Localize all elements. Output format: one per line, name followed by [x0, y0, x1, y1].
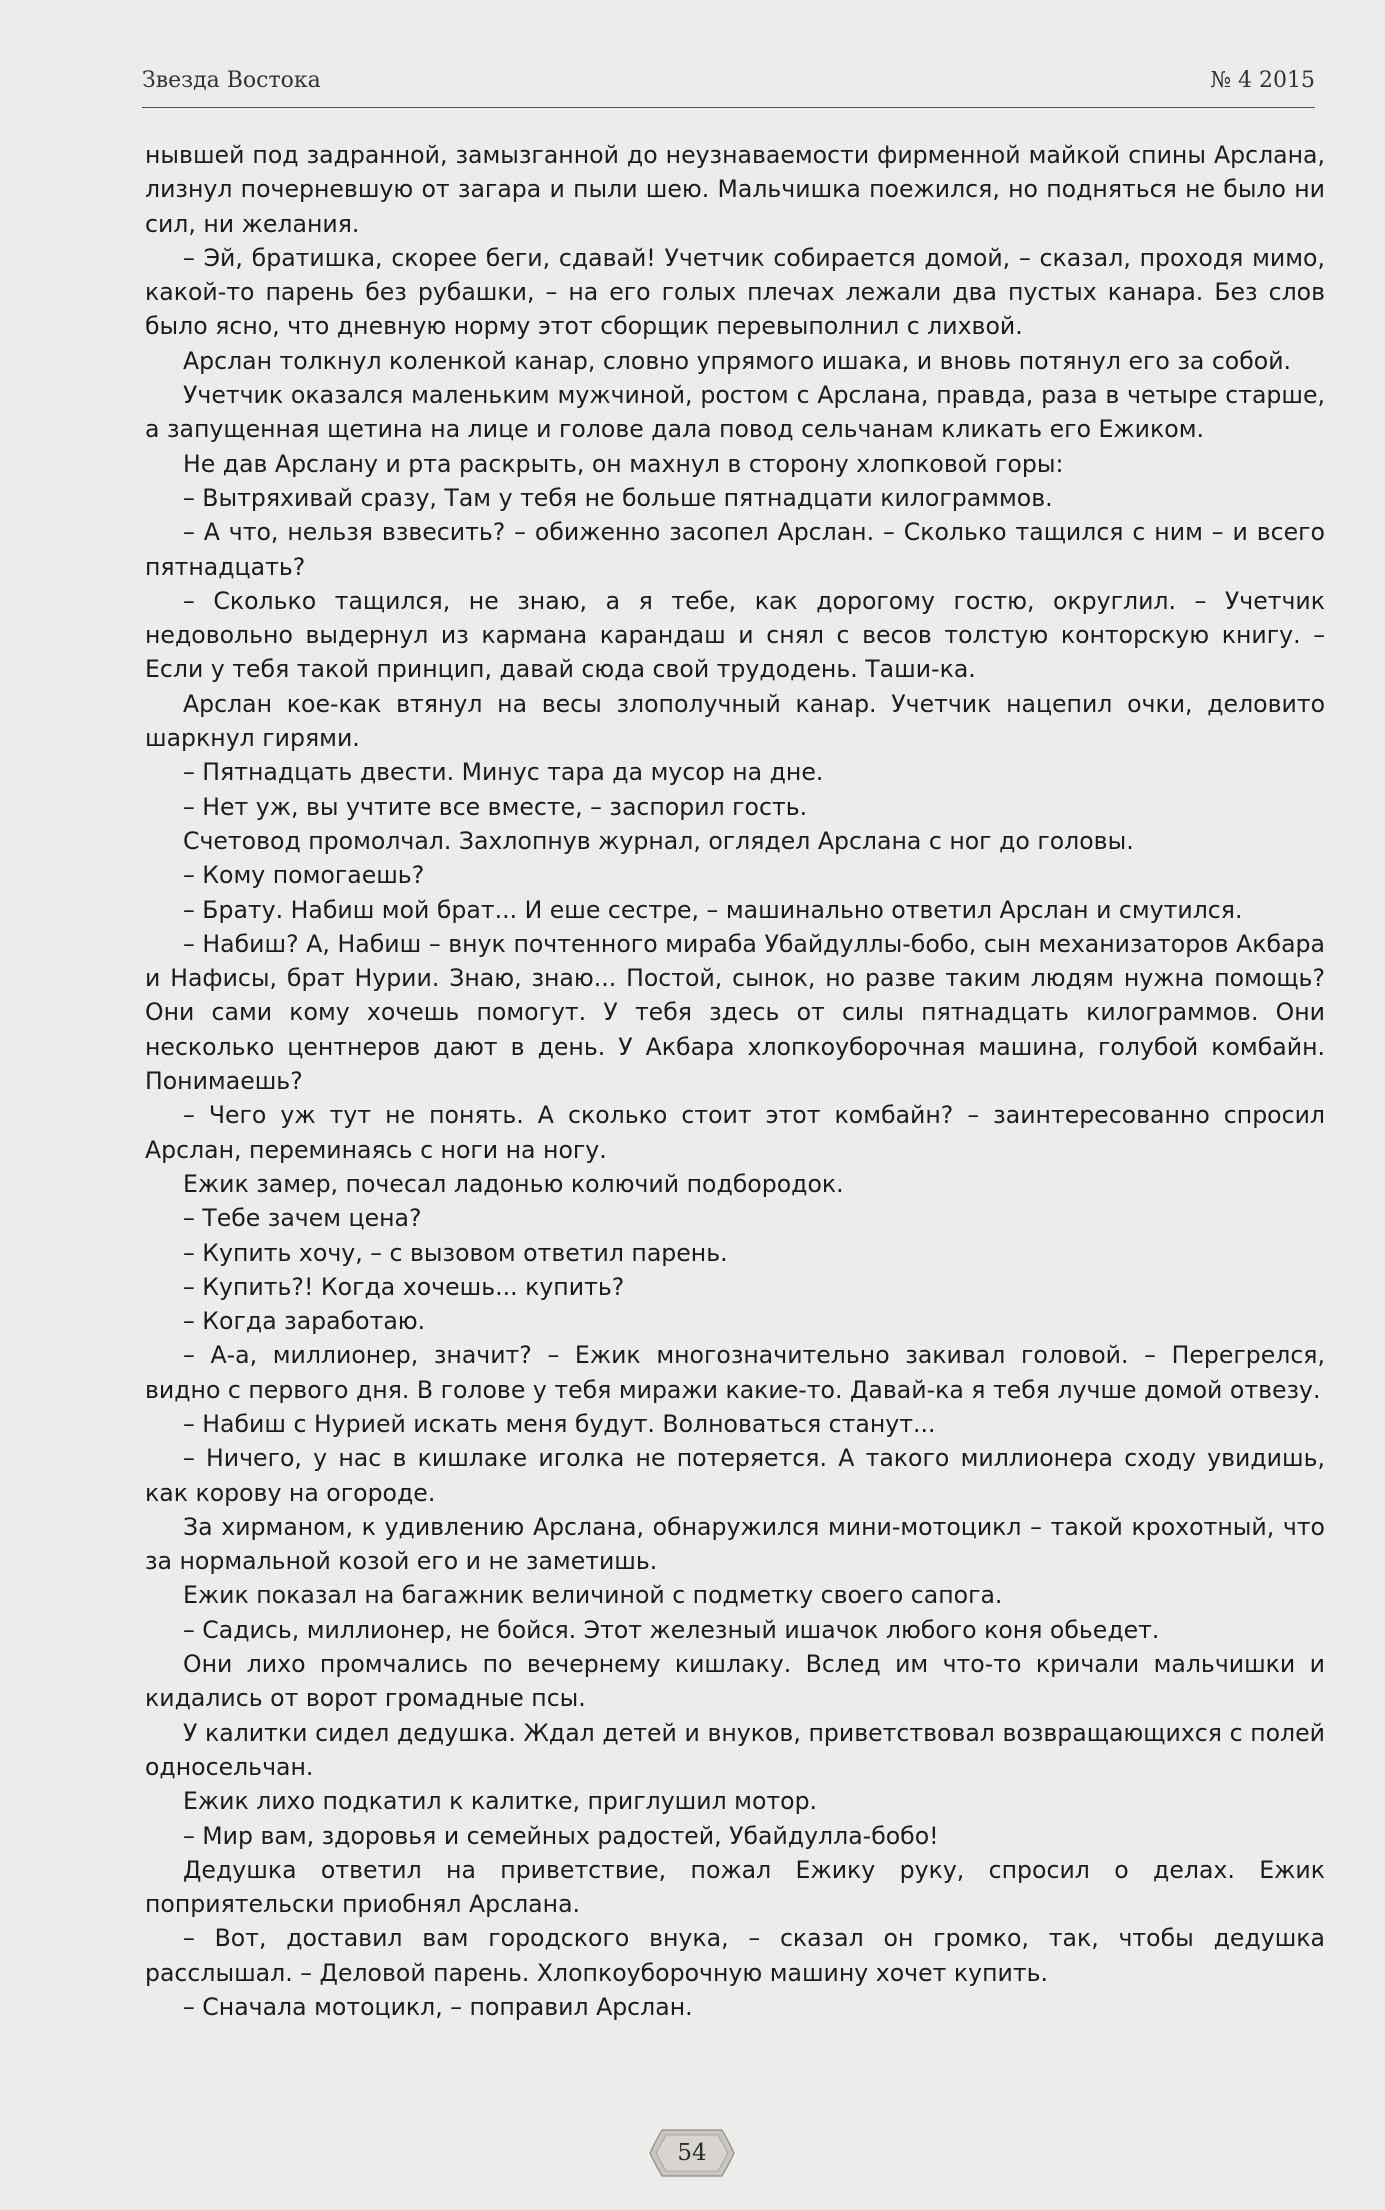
paragraph: – Садись, миллионер, не бойся. Этот железный ишачок любого коня обьедет.	[183, 1615, 1160, 1644]
paragraph: – Купить?! Когда хочешь... купить?	[183, 1272, 625, 1301]
paragraph: – Когда заработаю.	[183, 1307, 426, 1336]
paragraph: – Сколько тащился, не знаю, а я тебе, как дорогому гостю, округлил. – Учетчик недовольно выдернул из кармана карандаш и снял с весов толстую конторскую книгу. – Если у тебя такой принцип, давай сюда свой трудодень. Таши-ка.	[145, 586, 1325, 684]
paragraph: Ежик лихо подкатил к калитке, приглушил мотор.	[183, 1787, 818, 1816]
paragraph: Арслан толкнул коленкой канар, словно упрямого ишака, и вновь потянул его за собой.	[183, 346, 1292, 375]
paragraph: – Нет уж, вы учтите все вместе, – заспорил гость.	[183, 792, 808, 821]
page-number: 54	[677, 2140, 707, 2166]
paragraph: За хирманом, к удивлению Арслана, обнаружился мини-мотоцикл – такой крохотный, что за нормальной козой его и не заметишь.	[145, 1512, 1325, 1576]
paragraph: – А что, нельзя взвесить? – обиженно засопел Арслан. – Сколько тащился с ним – и всего пятнадцать?	[145, 518, 1325, 581]
paragraph: Дедушка ответил на приветствие, пожал Ежику руку, спросил о делах. Ежик поприятельски приобнял Арслана.	[145, 1855, 1325, 1919]
paragraph: – Сначала мотоцикл, – поправил Арслан.	[183, 1993, 693, 2022]
header-rule	[142, 107, 1315, 108]
paragraph: нывшей под задранной, замызганной до неузнаваемости фирменной майкой спины Арслана, лизнул почерневшую от загара и пыли шею. Мальчишка поежился, но подняться не было ни сил, ни желания.	[145, 141, 1325, 238]
paragraph: – Брату. Набиш мой брат... И еше сестре, – машинально ответил Арслан и смутился.	[183, 895, 1243, 924]
paragraph: – Купить хочу, – с вызовом ответил парень.	[183, 1238, 728, 1267]
paragraph: Ежик показал на багажник величиной с подметку своего сапога.	[183, 1581, 1003, 1610]
running-header	[142, 68, 1315, 93]
paragraph: Учетчик оказался маленьким мужчиной, ростом с Арслана, правда, раза в четыре старше, а запущенная щетина на лице и голове дала повод сельчанам кликать его Ежиком.	[145, 381, 1325, 444]
paragraph: – Вот, доставил вам городского внука, – сказал он громко, так, чтобы дедушка расслышал. – Деловой парень. Хлопкоуборочную машину хочет купить.	[145, 1924, 1325, 1987]
paragraph: – Набиш с Нурией искать меня будут. Волноваться станут...	[183, 1409, 936, 1438]
paragraph: Не дав Арслану и рта раскрыть, он махнул в сторону хлопковой горы:	[183, 449, 1064, 478]
paragraph: Они лихо промчались по вечернему кишлаку. Вслед им что-то кричали мальчишки и кидались от ворот громадные псы.	[145, 1650, 1325, 1713]
journal-title: Звезда Востока	[142, 68, 321, 93]
paragraph: – Набиш? А, Набиш – внук почтенного мираба Убайдуллы-бобо, сын механизаторов Акбара и Нафисы, брат Нурии. Знаю, знаю... Постой, сынок, но разве таким людям нужна помощь? Они сами кому хочешь помогут. У тебя здесь от силы пятнадцать килограммов. Они несколько центнеров дают в день. У Акбара хлопкоуборочная машина, голубой комбайн. Понимаешь?	[145, 929, 1325, 1096]
paragraph: – Пятнадцать двести. Минус тара да мусор на дне.	[183, 758, 824, 787]
paragraph: – А-а, миллионер, значит? – Ежик многозначительно закивал головой. – Перегрелся, видно с первого дня. В голове у тебя миражи какие-то. Давай-ка я тебя лучше домой отвезу.	[145, 1341, 1325, 1404]
paragraph: Ежик замер, почесал ладонью колючий подбородок.	[183, 1169, 844, 1198]
page-number-ornament	[648, 2122, 736, 2184]
paragraph: – Чего уж тут не понять. А сколько стоит этот комбайн? – заинтересованно спросил Арслан, переминаясь с ноги на ногу.	[145, 1101, 1325, 1164]
paragraph: – Ничего, у нас в кишлаке иголка не потеряется. А такого миллионера сходу увидишь, как корову на огороде.	[145, 1444, 1325, 1507]
paragraph: – Вытряхивай сразу, Там у тебя не больше пятнадцати килограммов.	[183, 483, 1053, 512]
paragraph: – Мир вам, здоровья и семейных радостей, Убайдулла-бобо!	[183, 1821, 939, 1850]
paragraph: У калитки сидел дедушка. Ждал детей и внуков, приветствовал возвращающихся с полей односельчан.	[145, 1718, 1325, 1781]
body-text	[145, 138, 1325, 2024]
issue-number: № 4 2015	[1210, 68, 1315, 93]
paragraph: Счетовод промолчал. Захлопнув журнал, оглядел Арслана с ног до головы.	[183, 826, 1134, 855]
paragraph: – Эй, братишка, скорее беги, сдавай! Учетчик собирается домой, – сказал, проходя мимо, какой-то парень без рубашки, – на его голых плечах лежали два пустых канара. Без слов было ясно, что дневную норму этот сборщик перевыполнил с лихвой.	[145, 243, 1325, 341]
paragraph: – Тебе зачем цена?	[183, 1204, 422, 1233]
paragraph: – Кому помогаешь?	[183, 861, 425, 890]
paragraph: Арслан кое-как втянул на весы злополучный канар. Учетчик нацепил очки, деловито шаркнул гирями.	[145, 689, 1325, 753]
